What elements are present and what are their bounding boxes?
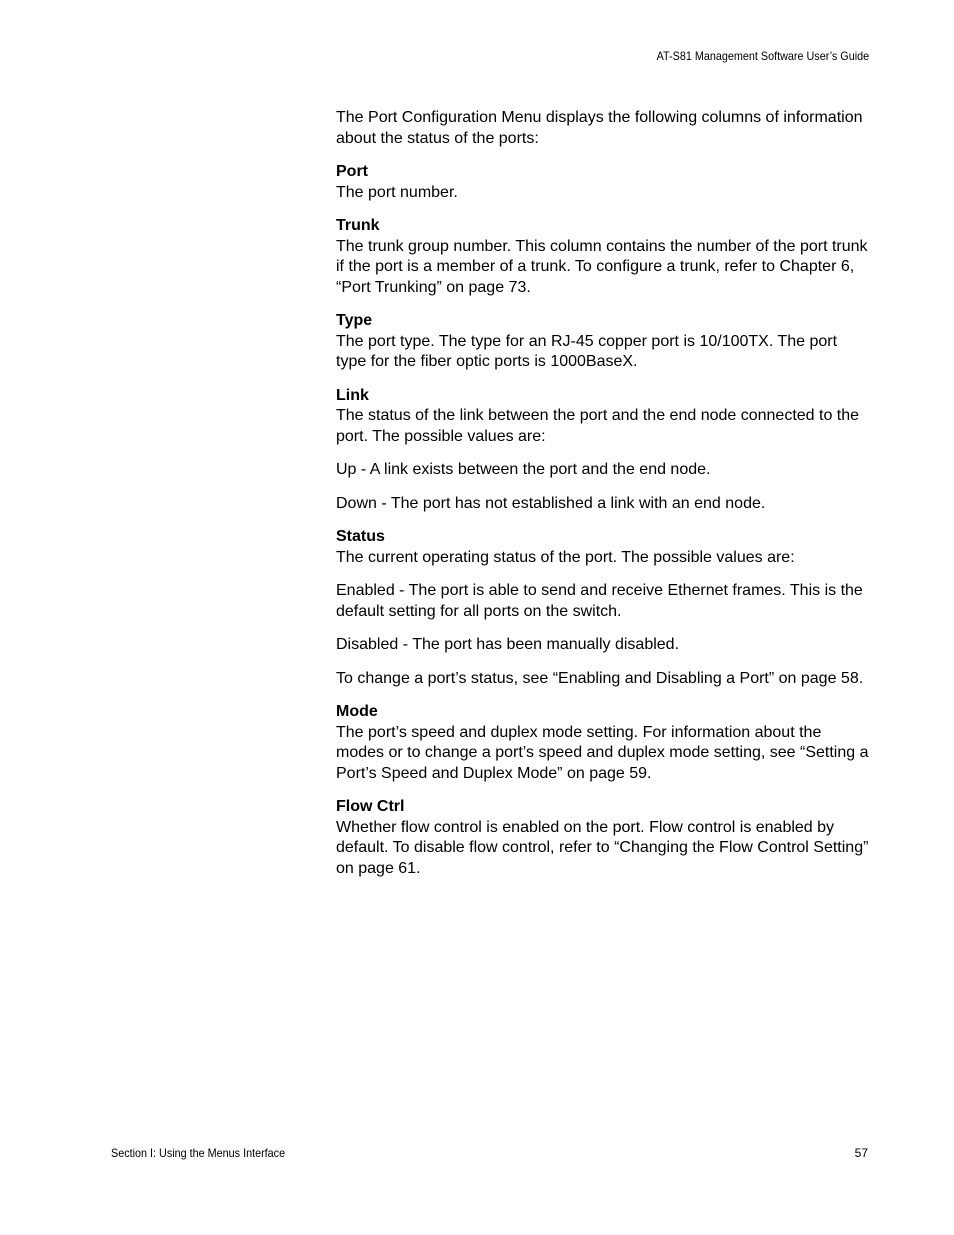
- term-status: [336, 527, 871, 568]
- term-type: [336, 311, 871, 373]
- status-value-disabled: Disabled - The port has been manually disabled.: [336, 636, 680, 653]
- footer-section: Section I: Using the Menus Interface: [111, 1146, 286, 1160]
- term-link: [336, 386, 871, 448]
- term-trunk-desc: The trunk group number. This column contains the number of the port trunk if the port is a member of a trunk. To configure a trunk, refer to Chapter 6, “Port Trunking” on page 73.: [336, 237, 868, 296]
- term-flow-ctrl: [336, 797, 871, 879]
- term-port: [336, 162, 871, 203]
- term-trunk: [336, 216, 871, 298]
- main-content: [336, 108, 871, 892]
- term-type-name: Type: [336, 312, 373, 329]
- term-mode-name: Mode: [336, 703, 378, 720]
- running-header: AT-S81 Management Software User’s Guide: [656, 49, 869, 63]
- intro-paragraph: The Port Configuration Menu displays the following columns of information about the status of the ports:: [336, 109, 863, 147]
- term-status-name: Status: [336, 528, 385, 545]
- term-flow-ctrl-name: Flow Ctrl: [336, 798, 405, 815]
- term-link-name: Link: [336, 386, 369, 404]
- term-status-desc: The current operating status of the port. The possible values are:: [336, 548, 795, 566]
- status-note: To change a port’s status, see “Enabling and Disabling a Port” on page 58.: [336, 669, 864, 687]
- link-value-down: Down - The port has not established a link with an end node.: [336, 494, 766, 512]
- term-trunk-name: Trunk: [336, 217, 380, 234]
- term-mode-desc: The port’s speed and duplex mode setting. For information about the modes or to change a port’s speed and duplex mode setting, see “Setting a Port’s Speed and Duplex Mode” on page 59.: [336, 723, 869, 782]
- link-value-up: Up - A link exists between the port and the end node.: [336, 461, 711, 478]
- term-flow-ctrl-desc: Whether flow control is enabled on the port. Flow control is enabled by default. To disable flow control, refer to “Changing the Flow Control Setting” on page 61.: [336, 818, 869, 877]
- term-mode: [336, 702, 871, 784]
- footer-page-number: 57: [854, 1146, 868, 1160]
- term-link-desc: The status of the link between the port and the end node connected to the port. The possible values are:: [336, 407, 860, 445]
- term-port-name: Port: [336, 163, 368, 180]
- term-port-desc: The port number.: [336, 183, 458, 201]
- term-type-desc: The port type. The type for an RJ-45 copper port is 10/100TX. The port type for the fiber optic ports is 1000BaseX.: [336, 332, 838, 370]
- status-value-enabled: Enabled - The port is able to send and receive Ethernet frames. This is the default setting for all ports on the switch.: [336, 582, 863, 620]
